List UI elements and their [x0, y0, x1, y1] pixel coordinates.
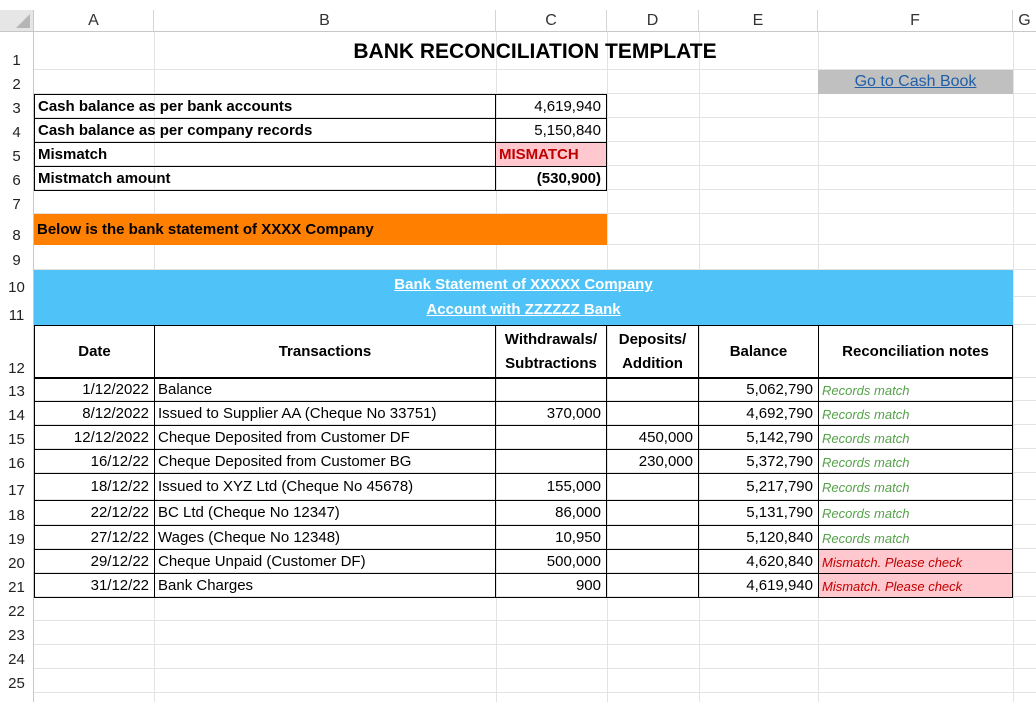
mismatch-amount-label: Mistmatch amount — [34, 166, 496, 191]
statement-header — [34, 270, 1013, 325]
row-header-21[interactable]: 21 — [0, 573, 34, 597]
note-cell[interactable]: Records match — [818, 473, 1013, 501]
date-cell[interactable]: 29/12/22 — [34, 549, 155, 574]
row-header-23[interactable]: 23 — [0, 621, 34, 645]
row-header-7[interactable]: 7 — [0, 190, 34, 214]
column-header-f[interactable]: F — [818, 10, 1013, 32]
withdrawal-cell[interactable] — [495, 449, 607, 474]
date-cell[interactable]: 22/12/22 — [34, 500, 155, 526]
transaction-cell[interactable]: Wages (Cheque No 12348) — [154, 525, 496, 550]
balance-cell[interactable]: 4,620,840 — [698, 549, 819, 574]
company-balance-label: Cash balance as per company records — [34, 118, 496, 143]
transaction-cell[interactable]: Cheque Unpaid (Customer DF) — [154, 549, 496, 574]
row-header-17[interactable]: 17 — [0, 473, 34, 500]
row-header-12[interactable]: 12 — [0, 325, 34, 378]
withdrawal-cell[interactable] — [495, 378, 607, 402]
balance-cell[interactable]: 5,217,790 — [698, 473, 819, 501]
gridline-vertical — [1013, 32, 1014, 702]
transaction-cell[interactable]: Cheque Deposited from Customer BG — [154, 449, 496, 474]
company-balance-value[interactable]: 5,150,840 — [495, 118, 607, 143]
row-header-20[interactable]: 20 — [0, 549, 34, 573]
row-header-14[interactable]: 14 — [0, 401, 34, 425]
gridline-horizontal — [34, 692, 1036, 693]
column-header-b[interactable]: B — [154, 10, 496, 32]
row-header-22[interactable]: 22 — [0, 597, 34, 621]
date-cell[interactable]: 27/12/22 — [34, 525, 155, 550]
header-date: Date — [34, 325, 155, 378]
row-header-11[interactable]: 11 — [0, 297, 34, 325]
deposit-cell[interactable] — [606, 401, 699, 426]
date-cell[interactable]: 31/12/22 — [34, 573, 155, 598]
balance-cell[interactable]: 5,131,790 — [698, 500, 819, 526]
header-deposits — [606, 325, 699, 378]
column-header-c[interactable]: C — [496, 10, 607, 32]
deposit-cell[interactable] — [606, 500, 699, 526]
note-cell[interactable]: Mismatch. Please check — [818, 549, 1013, 574]
deposit-cell[interactable] — [606, 473, 699, 501]
gridline-horizontal — [34, 668, 1036, 669]
deposit-cell[interactable] — [606, 378, 699, 402]
go-to-cash-book-link[interactable]: Go to Cash Book — [818, 70, 1013, 94]
withdrawal-cell[interactable]: 155,000 — [495, 473, 607, 501]
note-cell[interactable]: Records match — [818, 525, 1013, 550]
date-cell[interactable]: 8/12/2022 — [34, 401, 155, 426]
column-header-g[interactable]: G — [1013, 10, 1036, 32]
row-header-16[interactable]: 16 — [0, 449, 34, 473]
row-header-8[interactable]: 8 — [0, 214, 34, 245]
deposit-cell[interactable]: 230,000 — [606, 449, 699, 474]
statement-banner: Below is the bank statement of XXXX Company — [34, 214, 607, 245]
row-header-13[interactable]: 13 — [0, 378, 34, 401]
deposit-cell[interactable] — [606, 573, 699, 598]
header-withdrawals-line2: Subtractions — [505, 355, 597, 372]
row-header-18[interactable]: 18 — [0, 500, 34, 525]
header-withdrawals — [495, 325, 607, 378]
gridline-horizontal — [34, 644, 1036, 645]
header-notes: Reconciliation notes — [818, 325, 1013, 378]
row-header-3[interactable]: 3 — [0, 94, 34, 118]
balance-cell[interactable]: 5,062,790 — [698, 378, 819, 402]
withdrawal-cell[interactable]: 500,000 — [495, 549, 607, 574]
row-header-6[interactable]: 6 — [0, 166, 34, 190]
deposit-cell[interactable] — [606, 525, 699, 550]
select-all-corner[interactable] — [0, 10, 34, 32]
header-deposits-line2: Addition — [622, 355, 683, 372]
withdrawal-cell[interactable]: 86,000 — [495, 500, 607, 526]
balance-cell[interactable]: 4,692,790 — [698, 401, 819, 426]
date-cell[interactable]: 12/12/2022 — [34, 425, 155, 450]
column-header-bar — [0, 0, 1036, 32]
balance-cell[interactable]: 5,120,840 — [698, 525, 819, 550]
row-header-2[interactable]: 2 — [0, 70, 34, 94]
row-header-10[interactable]: 10 — [0, 270, 34, 297]
note-cell[interactable]: Records match — [818, 500, 1013, 526]
withdrawal-cell[interactable] — [495, 425, 607, 450]
row-header-24[interactable]: 24 — [0, 645, 34, 669]
row-header-19[interactable]: 19 — [0, 525, 34, 549]
select-all-icon — [16, 14, 30, 28]
row-header-5[interactable]: 5 — [0, 142, 34, 166]
row-header-15[interactable]: 15 — [0, 425, 34, 449]
header-transactions: Transactions — [154, 325, 496, 378]
mismatch-label: Mismatch — [34, 142, 496, 167]
transaction-cell[interactable]: Cheque Deposited from Customer DF — [154, 425, 496, 450]
row-header-4[interactable]: 4 — [0, 118, 34, 142]
header-balance: Balance — [698, 325, 819, 378]
balance-cell[interactable]: 5,372,790 — [698, 449, 819, 474]
note-cell[interactable]: Records match — [818, 401, 1013, 426]
mismatch-status[interactable]: MISMATCH — [495, 142, 607, 167]
column-header-a[interactable]: A — [34, 10, 154, 32]
deposit-cell[interactable] — [606, 549, 699, 574]
date-cell[interactable]: 18/12/22 — [34, 473, 155, 501]
page-title: BANK RECONCILIATION TEMPLATE — [353, 40, 717, 63]
note-cell[interactable]: Mismatch. Please check — [818, 573, 1013, 598]
transaction-cell[interactable]: Bank Charges — [154, 573, 496, 598]
mismatch-amount-value[interactable]: (530,900) — [495, 166, 607, 191]
column-header-d[interactable]: D — [607, 10, 699, 32]
note-cell[interactable]: Records match — [818, 449, 1013, 474]
row-header-1[interactable]: 1 — [0, 32, 34, 70]
bank-balance-value[interactable]: 4,619,940 — [495, 94, 607, 119]
statement-title[interactable]: Bank Statement of XXXXX Company — [394, 276, 653, 293]
note-cell[interactable]: Records match — [818, 378, 1013, 402]
withdrawal-cell[interactable]: 370,000 — [495, 401, 607, 426]
deposit-cell[interactable]: 450,000 — [606, 425, 699, 450]
transaction-cell[interactable]: BC Ltd (Cheque No 12347) — [154, 500, 496, 526]
gridline-horizontal — [34, 620, 1036, 621]
note-cell[interactable]: Records match — [818, 425, 1013, 450]
transaction-cell[interactable]: Issued to Supplier AA (Cheque No 33751) — [154, 401, 496, 426]
balance-cell[interactable]: 5,142,790 — [698, 425, 819, 450]
header-deposits-line1: Deposits/ — [618, 331, 687, 348]
row-header-25[interactable]: 25 — [0, 669, 34, 693]
transaction-cell[interactable]: Issued to XYZ Ltd (Cheque No 45678) — [154, 473, 496, 501]
withdrawal-cell[interactable]: 900 — [495, 573, 607, 598]
balance-cell[interactable]: 4,619,940 — [698, 573, 819, 598]
transaction-cell[interactable]: Balance — [154, 378, 496, 402]
date-cell[interactable]: 16/12/22 — [34, 449, 155, 474]
date-cell[interactable]: 1/12/2022 — [34, 378, 155, 402]
statement-subtitle[interactable]: Account with ZZZZZZ Bank — [426, 301, 621, 318]
row-header-9[interactable]: 9 — [0, 245, 34, 270]
bank-balance-label: Cash balance as per bank accounts — [34, 94, 496, 119]
column-header-e[interactable]: E — [699, 10, 818, 32]
withdrawal-cell[interactable]: 10,950 — [495, 525, 607, 550]
header-withdrawals-line1: Withdrawals/ — [504, 331, 598, 348]
